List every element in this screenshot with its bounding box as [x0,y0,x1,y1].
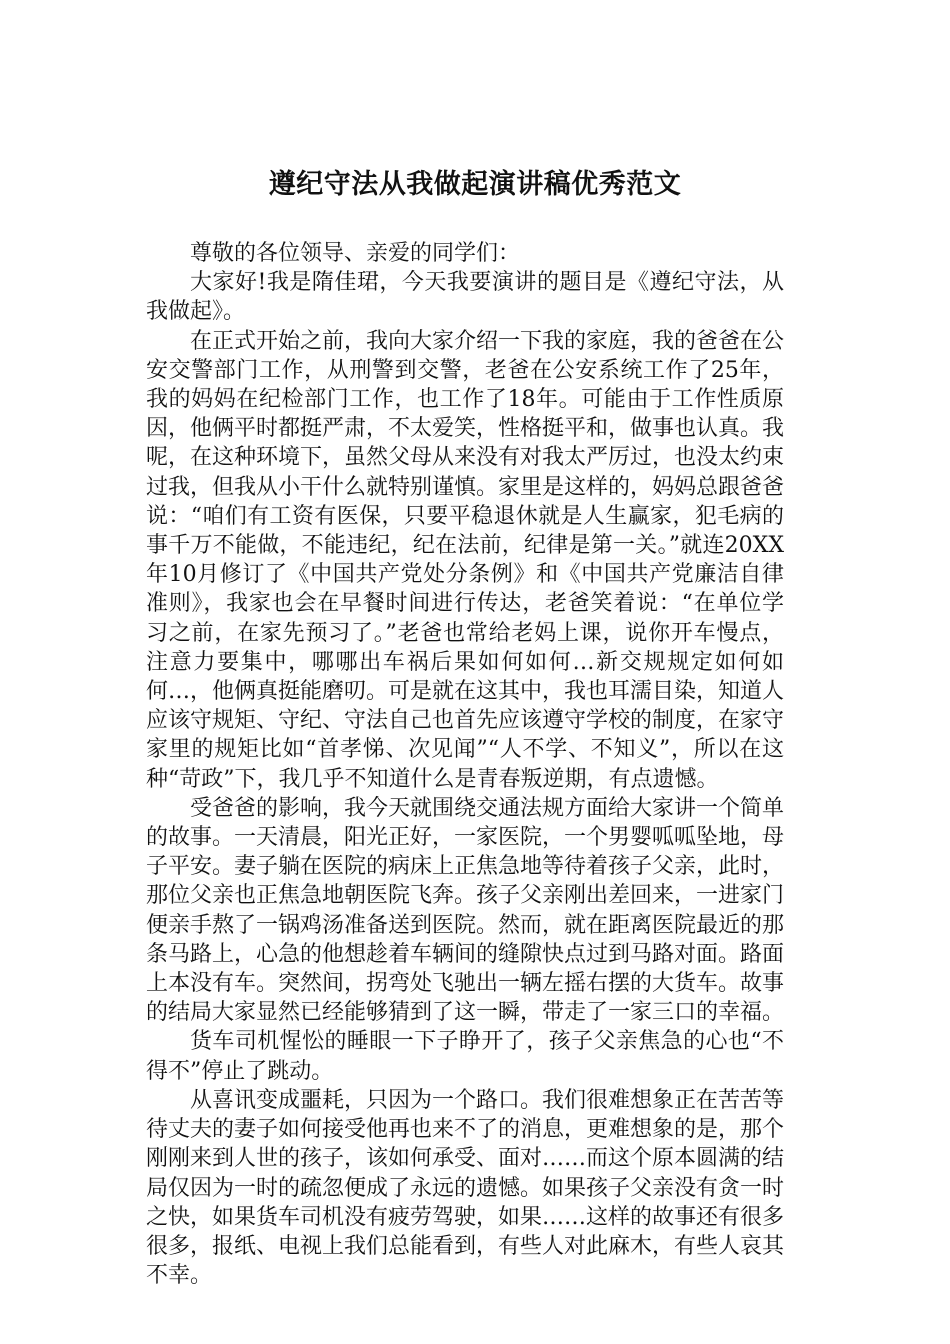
paragraph-greeting: 大家好!我是隋佳珺，今天我要演讲的题目是《遵纪守法，从我做起》。 [146,270,784,325]
paragraph-driver: 货车司机惺忪的睡眼一下子睁开了，孩子父亲焦急的心也“不得不”停止了跳动。 [146,1029,784,1084]
paragraph-reflection: 从喜讯变成噩耗，只因为一个路口。我们很难想象正在苦苦等待丈夫的妻子如何接受他再也来不了的消息，更难想象的是，那个刚刚来到人世的孩子，该如何承受、面对……而这个原本圆满的结局仅因为一时的疏忽便成了永远的遗憾。如果孩子父亲没有贪一时之快，如果货车司机没有疲劳驾驶，如果……这样的故事还有很多很多，报纸、电视上我们总能看到，有些人对此麻木，有些人哀其不幸。 [146,1087,785,1289]
paragraph-story: 受爸爸的影响，我今天就围绕交通法规方面给大家讲一个简单的故事。一天清晨，阳光正好，一家医院，一个男婴呱呱坠地，母子平安。妻子躺在医院的病床上正焦急地等待着孩子父亲，此时，那位父亲也正焦急地朝医院飞奔。孩子父亲刚出差回来，一进家门便亲手熬了一锅鸡汤准备送到医院。然而，就在距离医院最近的那条马路上，心急的他想趁着车辆间的缝隙快点过到马路对面。路面上本没有车。突然间，拐弯处飞驰出一辆左摇右摆的大货车。故事的结局大家显然已经能够猜到了这一瞬，带走了一家三口的幸福。 [146,795,785,1026]
paragraph-family: 在正式开始之前，我向大家介绍一下我的家庭，我的爸爸在公安交警部门工作，从刑警到交警，老爸在公安系统工作了25年，我的妈妈在纪检部门工作，也工作了18年。可能由于工作性质原因，他俩平时都挺严肃，不太爱笑，性格挺平和，做事也认真。我呢，在这种环境下，虽然父母从来没有对我太严厉过，也没太约束过我，但我从小干什么就特别谨慎。家里是这样的，妈妈总跟爸爸说：“咱们有工资有医保，只要平稳退休就是人生赢家，犯毛病的事千万不能做，不能违纪，纪在法前，纪律是第一关。”就连20XX年10月修订了《中国共产党处分条例》和《中国共产党廉洁自律准则》，我家也会在早餐时间进行传达，老爸笑着说：“在单位学习之前，在家先预习了。”老爸也常给老妈上课，说你开车慢点，注意力要集中，哪哪出车祸后果如何如何…新交规规定如何如何…，他俩真挺能磨叨。可是就在这其中，我也耳濡目染，知道人应该守规矩、守纪、守法自己也首先应该遵守学校的制度，在家守家里的规矩比如“首孝悌、次见闻”“人不学、不知义”，所以在这种“苛政”下，我几乎不知道什么是青春叛逆期，有点遗憾。 [146,328,785,792]
document-title: 遵纪守法从我做起演讲稿优秀范文 [268,169,682,201]
document-body [146,239,784,1290]
paragraph-salutation: 尊敬的各位领导、亲爱的同学们： [190,241,521,266]
